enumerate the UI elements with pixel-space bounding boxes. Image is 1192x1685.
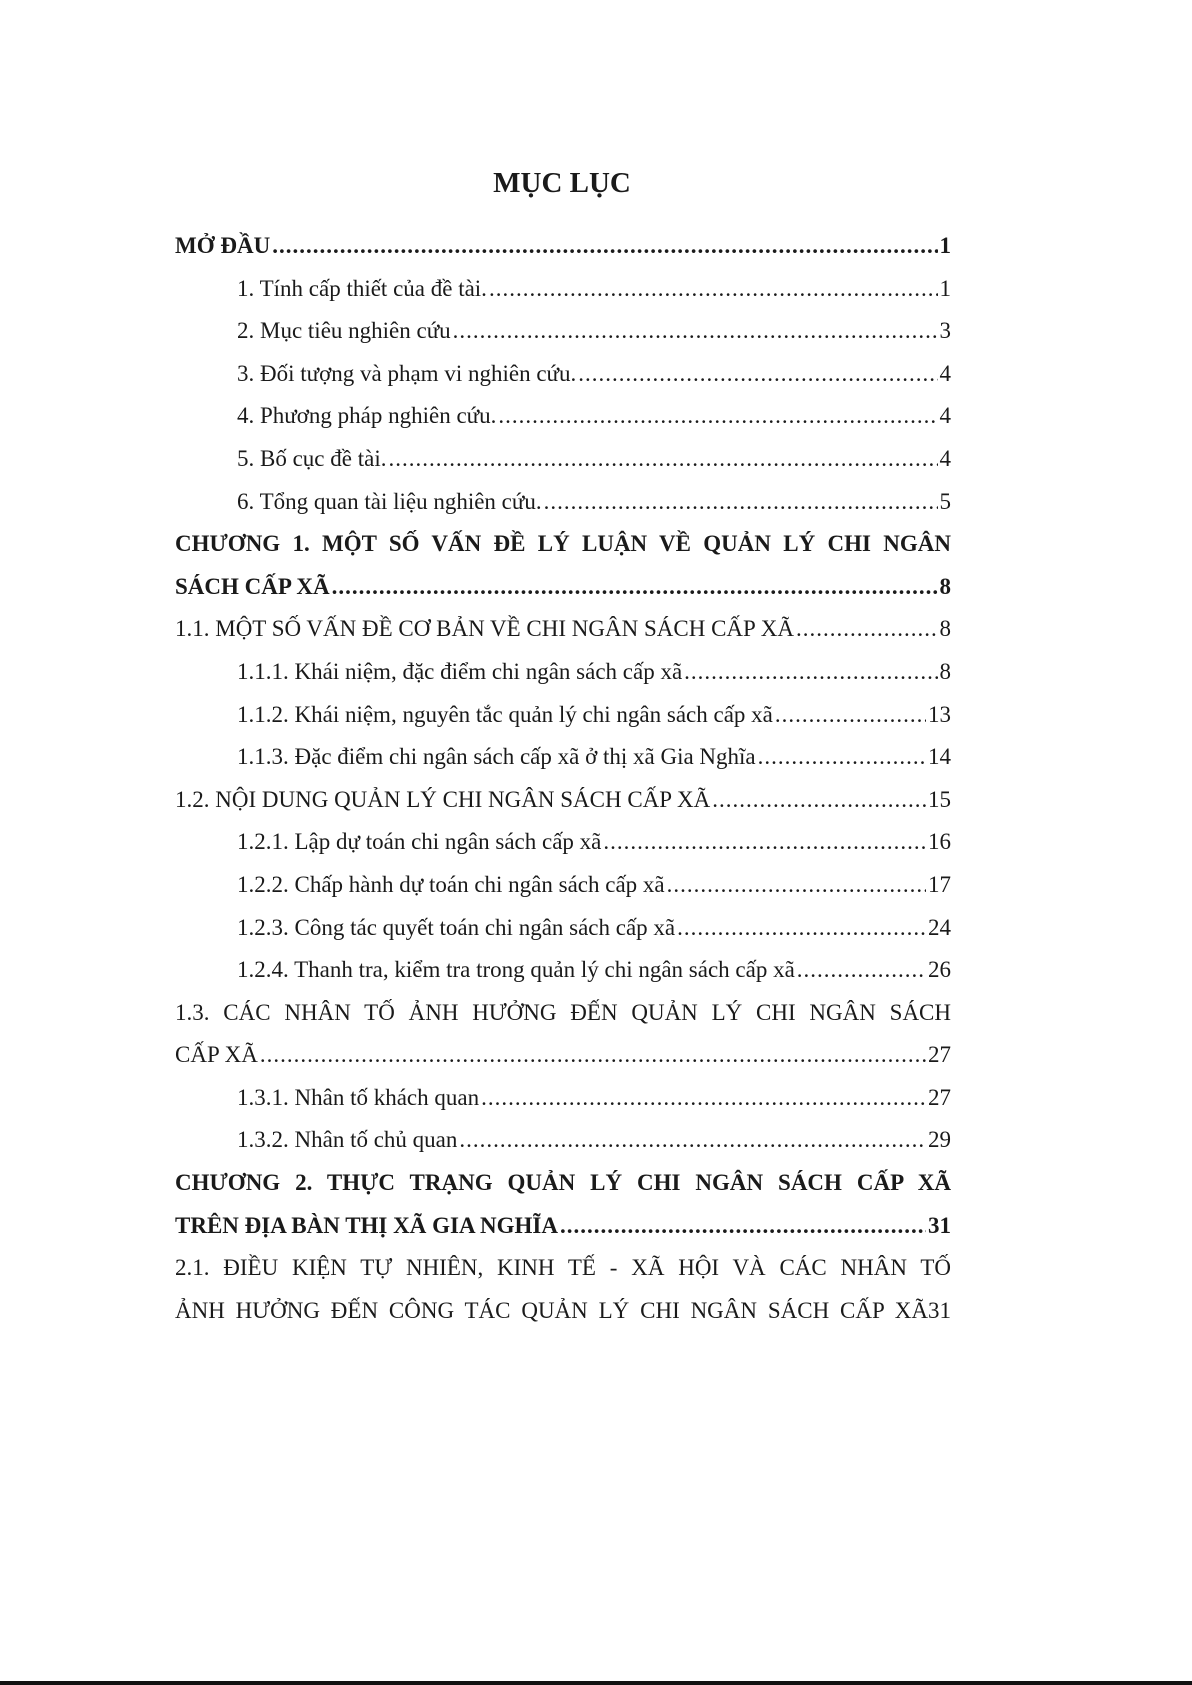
toc-entry-label: 2.1. ĐIỀU KIỆN TỰ NHIÊN, KINH TẾ - XÃ HỘI VÀ CÁC NHÂN TỐ [175,1255,951,1281]
toc-entry-label: 1.2. NỘI DUNG QUẢN LÝ CHI NGÂN SÁCH CẤP XÃ [175,786,711,812]
toc-entry-page: 8 [939,658,951,684]
toc-entry [175,821,951,864]
toc-entry-label: 3. Đối tượng và phạm vi nghiên cứu. [237,360,577,386]
dot-leader [775,694,926,737]
toc-entry [175,608,951,651]
dot-leader [388,438,937,481]
toc-entry-page: 24 [928,914,951,940]
dot-leader [332,566,938,609]
toc-entry-label: 1.1. MỘT SỐ VẤN ĐỀ CƠ BẢN VỀ CHI NGÂN SÁCH CẤP XÃ [175,616,794,642]
dot-leader [677,907,926,950]
dot-leader [459,1119,926,1162]
toc-entry-label: 1. Tính cấp thiết của đề tài. [237,275,487,301]
toc-entry-page: 16 [928,829,951,855]
toc-entry-page: 5 [939,488,951,514]
dot-leader [797,949,926,992]
toc-entry-label: 1.1.2. Khái niệm, nguyên tắc quản lý chi ngân sách cấp xã [237,701,773,727]
dot-leader [544,481,938,524]
toc-entry-label: CHƯƠNG 1. MỘT SỐ VẤN ĐỀ LÝ LUẬN VỀ QUẢN LÝ CHI NGÂN [175,531,951,557]
toc-entry-label: 2. Mục tiêu nghiên cứu [237,318,451,344]
dot-leader [684,651,937,694]
toc-entry-page: 29 [928,1127,951,1153]
toc-entry-label: 4. Phương pháp nghiên cứu. [237,403,497,429]
dot-leader [578,353,937,396]
toc-entry-page: 3 [939,318,951,344]
toc-entry-label: TRÊN ĐỊA BÀN THỊ XÃ GIA NGHĨA [175,1212,558,1238]
toc-entry-label: 1.2.4. Thanh tra, kiểm tra trong quản lý chi ngân sách cấp xã [237,957,795,983]
dot-leader [667,864,926,907]
toc-entry-page: 17 [928,871,951,897]
toc-entry-page: 31 [928,1297,951,1323]
toc-entry-label: 1.1.1. Khái niệm, đặc điểm chi ngân sách cấp xã [237,658,683,684]
toc-entry [175,864,951,907]
toc-entry-label: CẤP XÃ [175,1042,258,1068]
dot-leader [796,608,938,651]
toc-entry [175,1034,951,1077]
toc-entry [175,566,951,609]
dot-leader [489,268,938,311]
toc-entry [175,353,951,396]
toc-entry-page: 27 [928,1084,951,1110]
toc-entry-label: 6. Tổng quan tài liệu nghiên cứu. [237,488,542,514]
toc-entry [175,310,951,353]
toc-entry [175,1247,951,1290]
dot-leader [560,1205,926,1248]
toc-entry-page: 4 [939,403,951,429]
toc-entry-label: 1.2.3. Công tác quyết toán chi ngân sách cấp xã [237,914,676,940]
toc-entry [175,779,951,822]
toc-title: MỤC LỤC [493,167,631,199]
dot-leader [498,395,937,438]
toc-entry-label: 1.2.1. Lập dự toán chi ngân sách cấp xã [237,829,602,855]
toc-entry-page: 1 [939,275,951,301]
toc-entry-page: 8 [939,616,951,642]
toc-entry-page: 26 [928,957,951,983]
toc-entry [175,907,951,950]
toc-entry [175,949,951,992]
toc-entry-label: 1.1.3. Đặc điểm chi ngân sách cấp xã ở thị xã Gia Nghĩa [237,744,756,770]
toc-entry [175,694,951,737]
toc-entry [175,992,951,1035]
toc-entry [175,268,951,311]
dot-leader [272,225,937,268]
toc-entry-page: 4 [939,360,951,386]
toc-entry-label: 1.3. CÁC NHÂN TỐ ẢNH HƯỞNG ĐẾN QUẢN LÝ CHI NGÂN SÁCH [175,999,951,1025]
toc-entry-page: 27 [928,1042,951,1068]
toc-entry-page: 31 [928,1212,951,1238]
toc-entry [175,1205,951,1248]
toc-entry-page: 13 [928,701,951,727]
toc-entry-label: ẢNH HƯỞNG ĐẾN CÔNG TÁC QUẢN LÝ CHI NGÂN SÁCH CẤP XÃ [175,1297,928,1323]
toc-entry [175,481,951,524]
toc-entry-label: SÁCH CẤP XÃ [175,573,330,599]
toc-entry [175,225,951,268]
dot-leader [712,779,926,822]
toc-entry-label: 1.2.2. Chấp hành dự toán chi ngân sách cấp xã [237,871,665,897]
toc-entry [175,1077,951,1120]
toc-entry-label: CHƯƠNG 2. THỰC TRẠNG QUẢN LÝ CHI NGÂN SÁCH CẤP XÃ [175,1170,951,1196]
dot-leader [260,1034,926,1077]
table-of-contents [175,225,951,1332]
toc-entry [175,1290,951,1333]
toc-entry-page: 4 [939,445,951,471]
toc-entry [175,1162,951,1205]
toc-entry-page: 14 [928,744,951,770]
toc-entry [175,736,951,779]
toc-entry-page: 1 [939,233,951,258]
toc-entry-label: 1.3.2. Nhân tố chủ quan [237,1127,458,1153]
toc-entry-page: 8 [939,573,951,599]
toc-entry [175,438,951,481]
dot-leader [481,1077,926,1120]
toc-entry-page: 15 [928,786,951,812]
toc-entry [175,395,951,438]
dot-leader [758,736,926,779]
toc-entry-label: 1.3.1. Nhân tố khách quan [237,1084,480,1110]
toc-entry-label: MỞ ĐẦU [175,233,271,258]
dot-leader [453,310,938,353]
toc-entry [175,523,951,566]
dot-leader [603,821,926,864]
toc-entry-label: 5. Bố cục đề tài. [237,445,387,471]
page-bottom-border [0,1681,1192,1685]
toc-entry [175,1119,951,1162]
toc-entry [175,651,951,694]
